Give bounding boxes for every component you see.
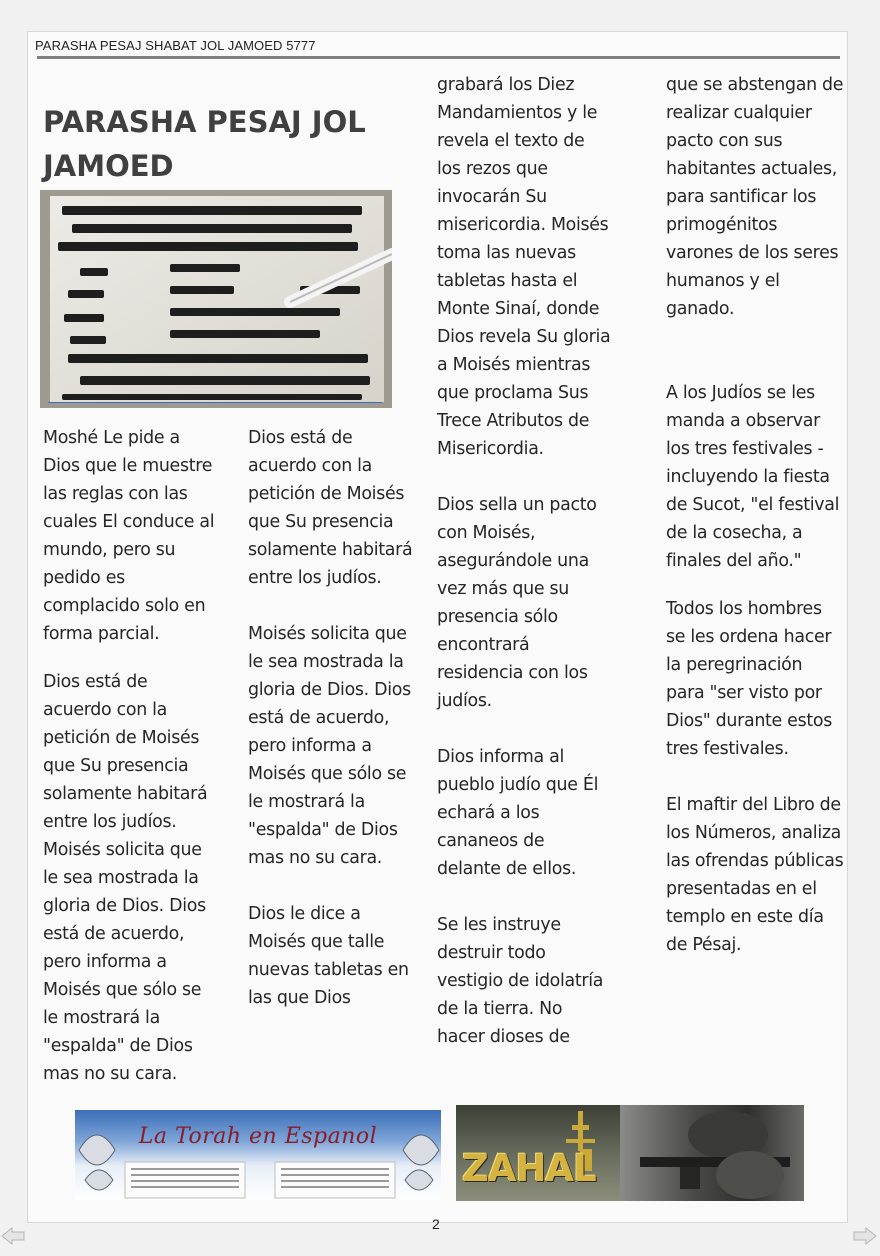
page-number: 2 <box>432 1216 440 1232</box>
paragraph: Moisés solicita que le sea mostrada la gloria de Dios. Dios está de acuerdo, pero informa a Moisés que sólo se le mostrará la "espalda" de Dios mas no su cara. <box>248 624 411 868</box>
paragraph: Dios está de acuerdo con la petición de Moisés que Su presencia solamente habitará entre los judíos. <box>248 428 413 588</box>
zahal-banner[interactable] <box>456 1105 804 1201</box>
arrow-left-icon[interactable] <box>0 1226 26 1246</box>
torah-banner[interactable] <box>75 1110 441 1200</box>
paragraph: Todos los hombres se les ordena hacer la peregrinación para "ser visto por Dios" durante estos tres festivales. <box>666 599 832 759</box>
text-column-3 <box>437 71 613 1051</box>
torah-banner-title: La Torah en Espanol <box>138 1124 378 1149</box>
text-column-1 <box>43 424 219 1088</box>
zahal-logo-text: ZAHAL <box>462 1147 596 1190</box>
paragraph: grabará los Diez Mandamientos y le revela el texto de los rezos que invocarán Su misericordia. Moisés toma las nuevas tabletas hasta el Monte Sinaí, donde Dios revela Su gloria a Moisés mientras que proclama Sus Trece Atributos de Misericordia. <box>437 75 611 459</box>
paragraph: que se abstengan de realizar cualquier pacto con sus habitantes actuales, para santificar los primogénitos varones de los seres humanos y el ganado. <box>666 75 844 319</box>
page-title: PARASHA PESAJ JOL JAMOED <box>43 105 366 183</box>
text-column-2 <box>248 424 414 1012</box>
paragraph: El maftir del Libro de los Números, analiza las ofrendas públicas presentadas en el templo en este día de Pésaj. <box>666 795 844 955</box>
paragraph: Se les instruye destruir todo vestigio de idolatría de la tierra. No hacer dioses de <box>437 915 604 1047</box>
paragraph: Dios está de acuerdo con la petición de Moisés que Su presencia solamente habitará entre los judíos. Moisés solicita que le sea mostrada la gloria de Dios. Dios está de acuerdo, pero informa a Moisés que sólo se le mostrará la "espalda" de Dios mas no su cara. <box>43 672 208 1084</box>
running-header: PARASHA PESAJ SHABAT JOL JAMOED 5777 <box>35 38 316 53</box>
paragraph: Dios sella un pacto con Moisés, asegurándole una vez más que su presencia sólo encontrará residencia con los judíos. <box>437 495 597 711</box>
paragraph: A los Judíos se les manda a observar los tres festivales - incluyendo la fiesta de Sucot, "el festival de la cosecha, a finales del año." <box>666 383 840 571</box>
soldier-photo <box>620 1105 804 1201</box>
paragraph: Dios informa al pueblo judío que Él echará a los cananeos de delante de ellos. <box>437 747 599 879</box>
photo-underline <box>48 402 382 403</box>
arrow-right-icon[interactable] <box>852 1226 878 1246</box>
paragraph: Moshé Le pide a Dios que le muestre las reglas con las cuales El conduce al mundo, pero su pedido es complacido solo en forma parcial. <box>43 428 215 644</box>
zahal-logo-panel <box>456 1105 620 1201</box>
paragraph: Dios le dice a Moisés que talle nuevas tabletas en las que Dios <box>248 904 409 1008</box>
text-column-4 <box>666 71 844 959</box>
torah-scroll-photo <box>40 190 392 408</box>
header-rule <box>37 56 840 59</box>
